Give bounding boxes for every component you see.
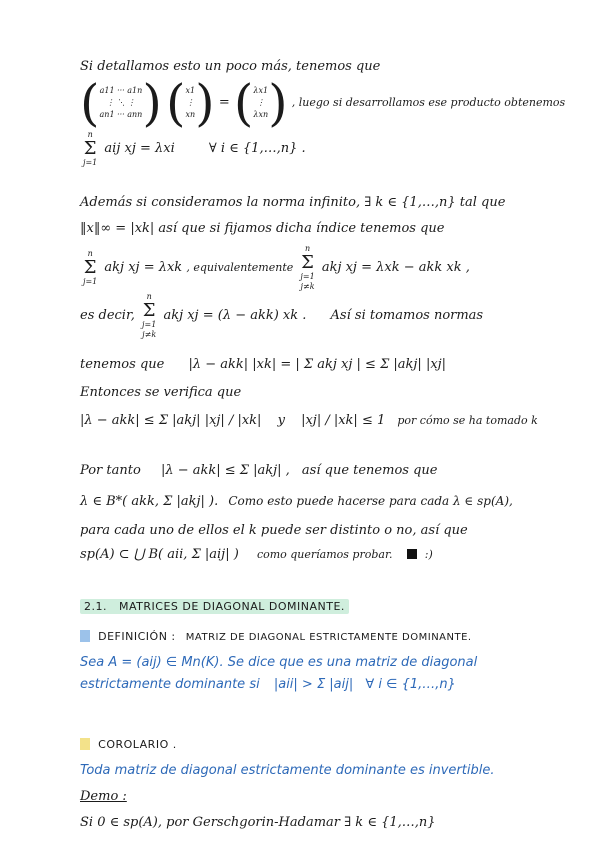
corollary-marker-icon: [80, 738, 90, 750]
corollary-heading: COROLARIO .: [80, 736, 177, 754]
vector-lambda-x: ( λx1 ⋮ λxn ): [233, 74, 288, 132]
section-heading: [80, 598, 349, 616]
text-line: tenemos que |λ − akk| |xk| = | Σ akj xj | ≤ Σ |akj| |xj|: [80, 357, 447, 372]
text-line: sp(A) ⊂ ⋃ B( aii, Σ |aij| ) como queríamos probar. :): [80, 547, 433, 562]
sum-equation-line: n Σ j=1 aij xj = λxi ∀ i ∈ {1,…,n} .: [83, 130, 306, 167]
summation: n Σ j=1: [83, 130, 98, 167]
text-line: Si 0 ∈ sp(A), por Gerschgorin-Hadamar ∃ k ∈ {1,…,n}: [80, 815, 436, 830]
line-text: Si detallamos esto un poco más, tenemos que: [80, 59, 381, 74]
text-line: para cada uno de ellos el k puede ser distinto o no, así que: [80, 523, 468, 538]
qed-square-icon: [407, 549, 417, 559]
text-line: |λ − akk| ≤ Σ |akj| |xj| / |xk| y |xj| / |xk| ≤ 1 por cómo se ha tomado k: [80, 413, 538, 428]
definition-marker-icon: [80, 630, 90, 642]
text-line: ‖x‖∞ = |xk| así que si fijamos dicha índice tenemos que: [80, 221, 445, 236]
definition-text: estrictamente dominante si |aii| > Σ |aij| ∀ i ∈ {1,…,n}: [80, 677, 456, 692]
sum-equation-line: es decir, n Σ j=1 j≠k akj xj = (λ − akk) xk . Así si tomamos normas: [80, 292, 484, 339]
section-highlight: 2.1. MATRICES DE DIAGONAL DOMINANTE.: [80, 599, 349, 614]
definition-text: Sea A = (aij) ∈ Mn(K). Se dice que es una matriz de diagonal: [80, 655, 478, 670]
sum-equation-line: n Σ j=1 akj xj = λxk , equivalentemente n Σ j=1 j≠k akj xj = λxk − akk xk ,: [83, 244, 470, 291]
text-line: Por tanto |λ − akk| ≤ Σ |akj| , así que tenemos que: [80, 463, 438, 478]
demo-heading: Demo :: [80, 789, 127, 804]
matrix-equation-line: ( a11 ··· a1n ⋮ ⋱ ⋮ an1 ··· ann ) ( x1 ⋮ xn ) = ( λx1 ⋮ λxn ) , luego si desarrollamos ese producto obtenemos: [80, 74, 566, 132]
vector-x: ( x1 ⋮ xn ): [165, 74, 215, 132]
text-line: λ ∈ B*( akk, Σ |akj| ). Como esto puede hacerse para cada λ ∈ sp(A),: [80, 494, 513, 509]
matrix-a: ( a11 ··· a1n ⋮ ⋱ ⋮ an1 ··· ann ): [80, 74, 162, 132]
text-line: [80, 58, 380, 76]
text-line: Entonces se verifica que: [80, 385, 242, 400]
definition-heading: DEFINICIÓN : MATRIZ DE DIAGONAL ESTRICTAMENTE DOMINANTE.: [80, 628, 472, 647]
text-line: Además si consideramos la norma infinito, ∃ k ∈ {1,…,n} tal que: [80, 195, 506, 210]
corollary-text: Toda matriz de diagonal estrictamente dominante es invertible.: [80, 763, 495, 778]
